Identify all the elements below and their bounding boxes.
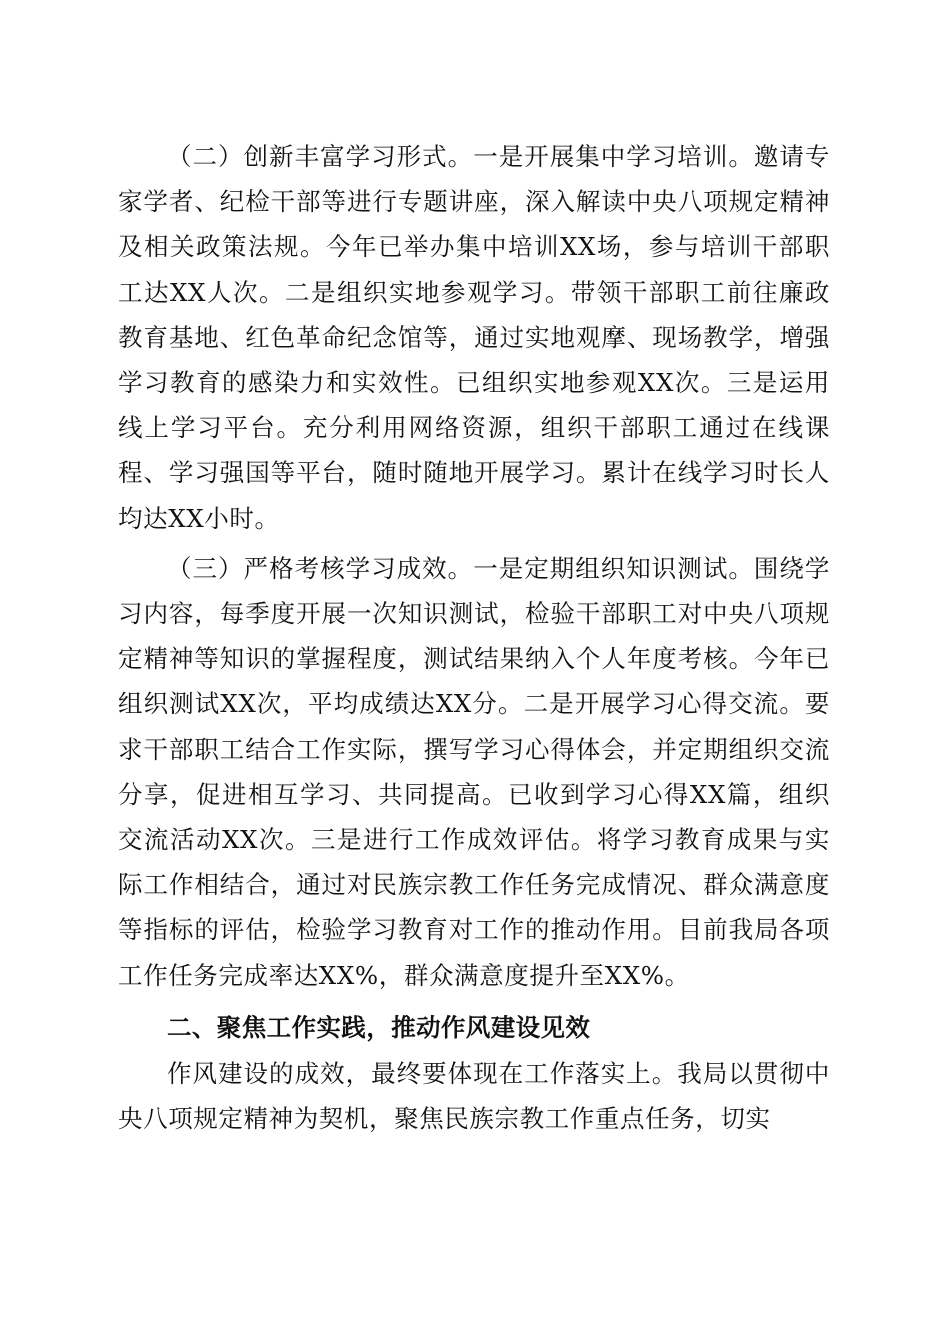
paragraph-text: 一是开展集中学习培训。邀请专家学者、纪检干部等进行专题讲座，深入解读中央八项规定精神及相关政策法规。今年已举办集中培训XX场，参与培训干部职工达XX人次。二是组织实地参观学习。带领干部职工前往廉政教育基地、红色革命纪念馆等，通过实地观摩、现场教学，增强学习教育的感染力和实效性。已组织实地参观XX次。三是运用线上学习平台。充分利用网络资源，组织干部职工通过在线课程、学习强国等平台，随时随地开展学习。累计在线学习时长人均达XX小时。: [118, 142, 830, 533]
paragraph-assess-learning-results: [118, 546, 830, 998]
paragraph-lead: （三）严格考核学习成效。: [167, 553, 474, 583]
paragraph-text: 一是定期组织知识测试。围绕学习内容，每季度开展一次知识测试，检验干部职工对中央八项规定精神等知识的掌握程度，测试结果纳入个人年度考核。今年已组织测试XX次，平均成绩达XX分。二是开展学习心得交流。要求干部职工结合工作实际，撰写学习心得体会，并定期组织交流分享，促进相互学习、共同提高。已收到学习心得XX篇，组织交流活动XX次。三是进行工作成效评估。将学习教育成果与实际工作相结合，通过对民族宗教工作任务完成情况、群众满意度等指标的评估，检验学习教育对工作的推动作用。目前我局各项工作任务完成率达XX%，群众满意度提升至XX%。: [118, 553, 830, 990]
paragraph-innovate-learning-forms: [118, 134, 830, 541]
section-heading: 二、聚焦工作实践，推动作风建设见效: [167, 1012, 591, 1042]
document-body: [118, 134, 830, 1141]
paragraph-closing: 作风建设的成效，最终要体现在工作落实上。我局以贯彻中央八项规定精神为契机，聚焦民族宗教工作重点任务，切实: [118, 1058, 830, 1134]
paragraph-lead: （二）创新丰富学习形式。: [167, 142, 474, 171]
